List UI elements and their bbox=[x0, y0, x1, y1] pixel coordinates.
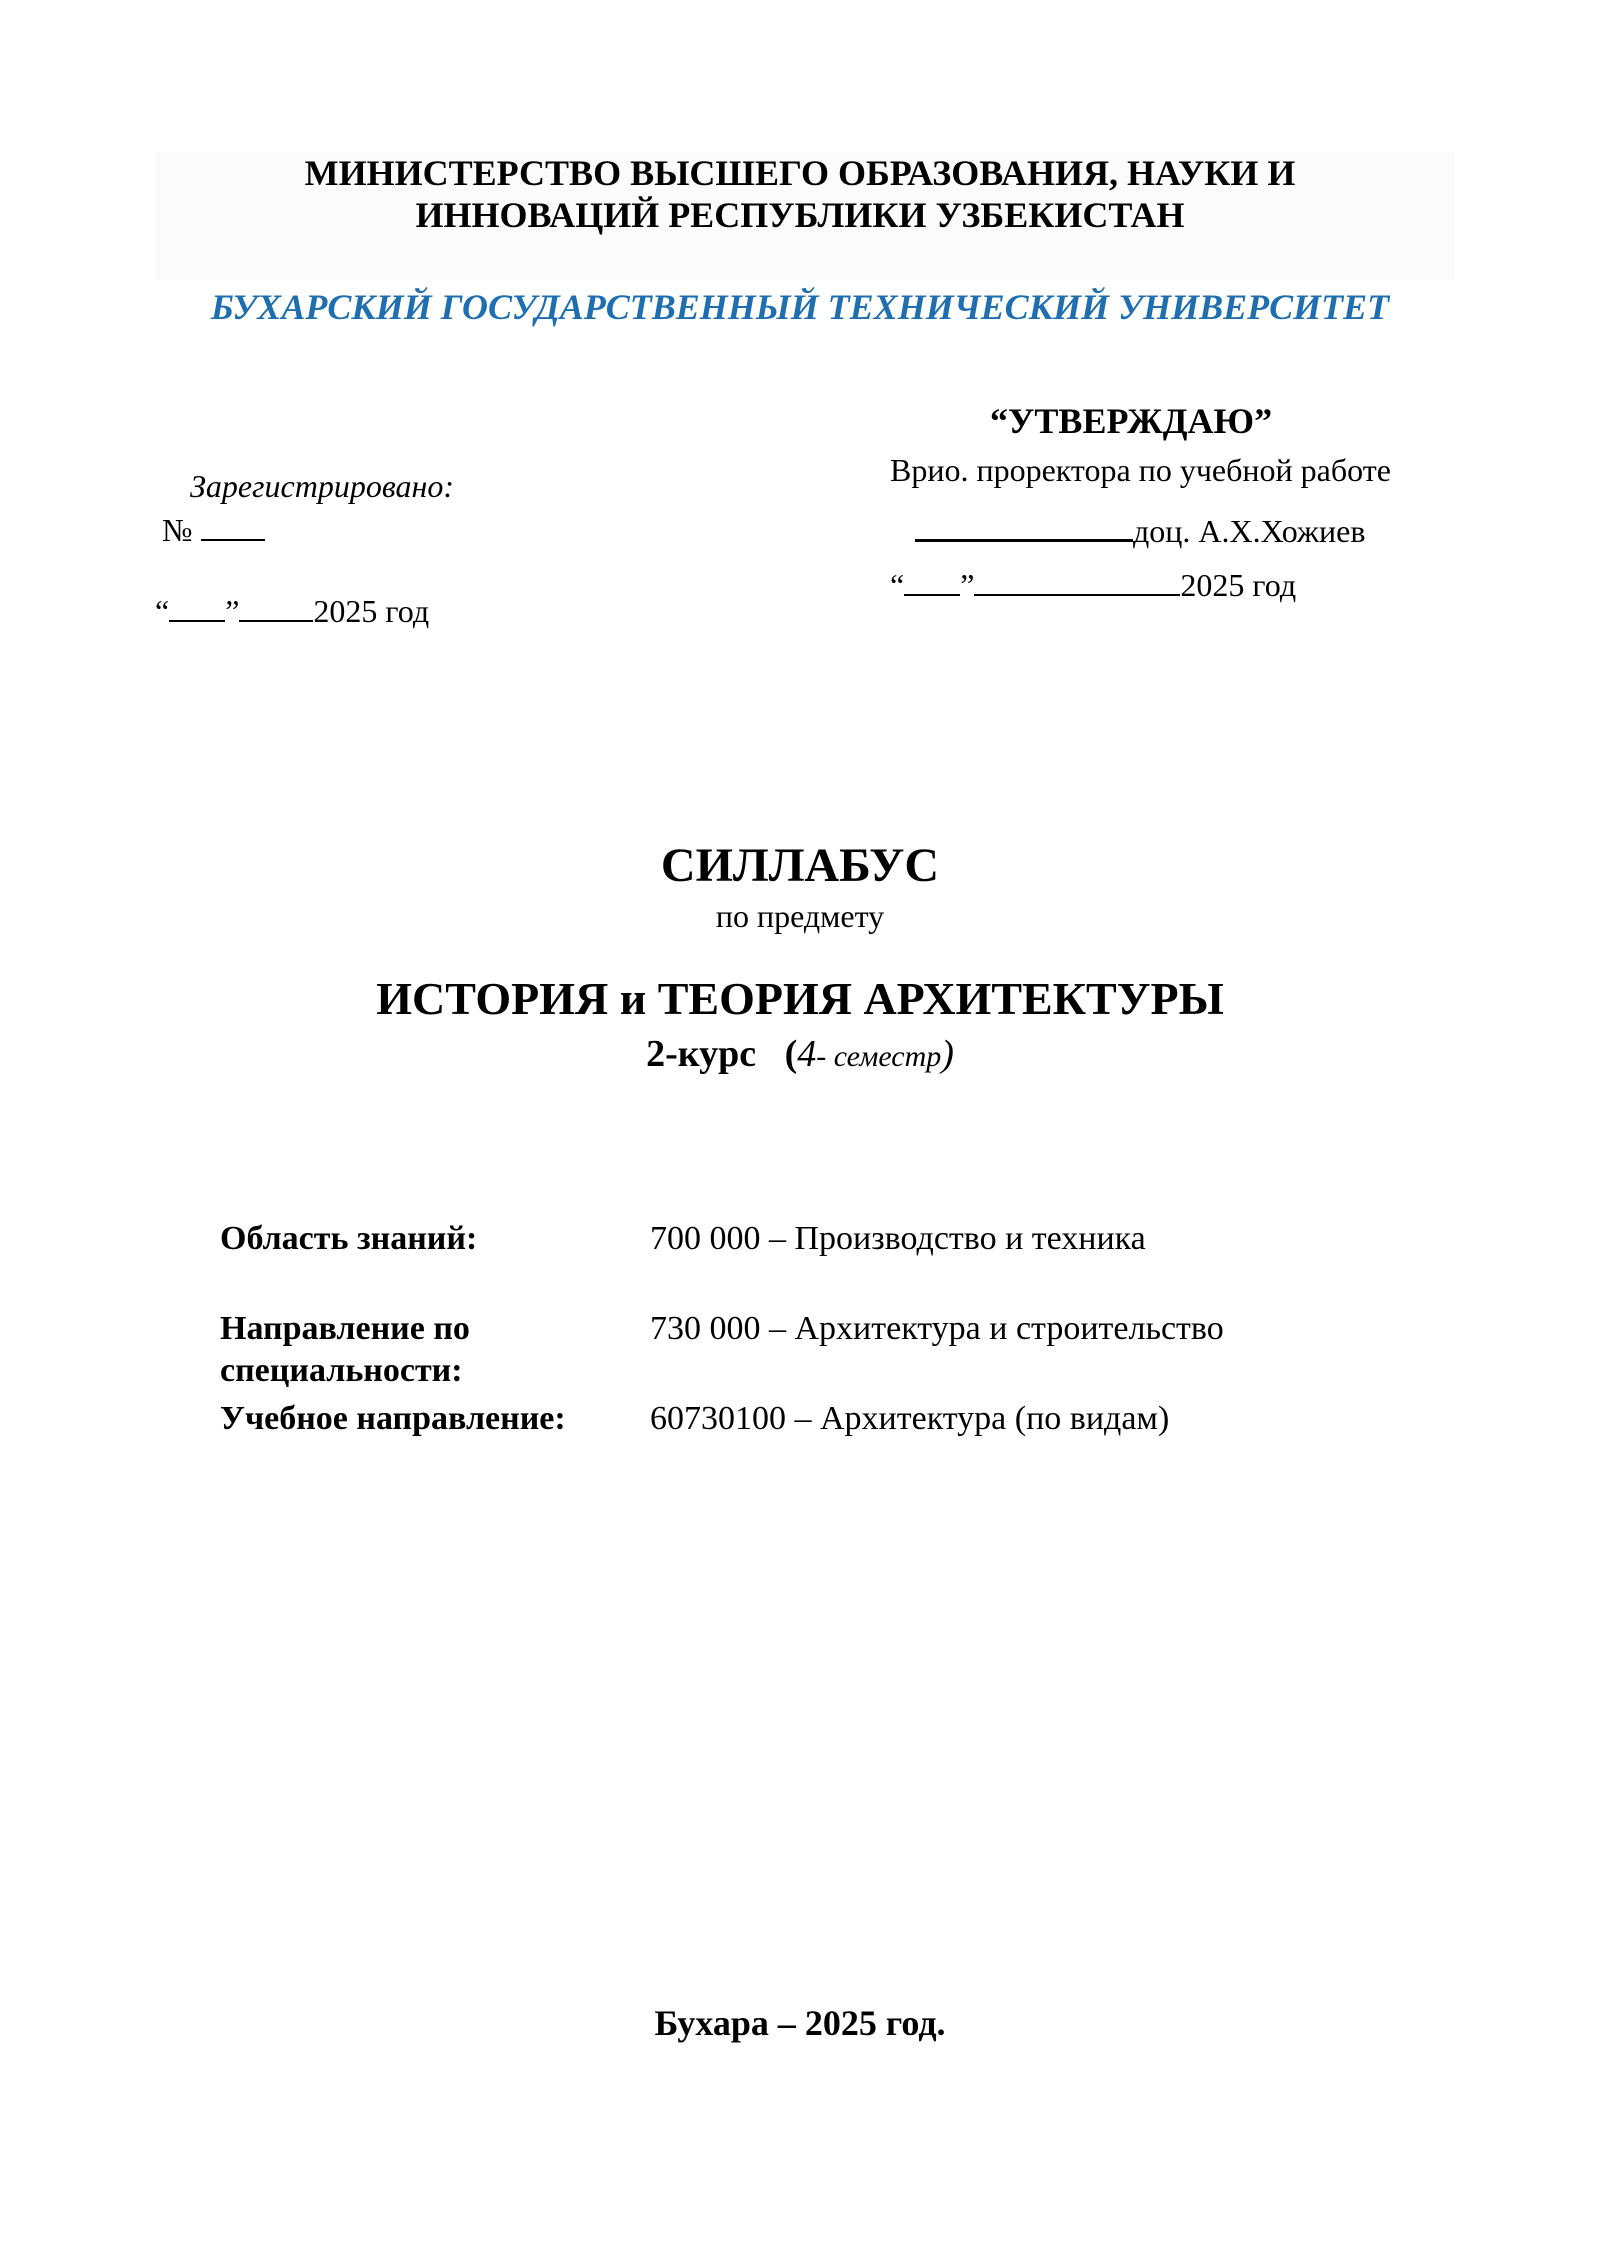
approval-signer: доц. А.Х.Хожиев bbox=[1133, 513, 1366, 549]
info-value-education: 60730100 – Архитектура (по видам) bbox=[650, 1400, 1170, 1437]
course-line: 2-курс (4- семестр) bbox=[646, 1033, 954, 1075]
subject-title: ИСТОРИЯ и ТЕОРИЯ АРХИТЕКТУРЫ bbox=[376, 973, 1224, 1024]
approval-signature bbox=[915, 512, 1365, 550]
quote-close: ” bbox=[225, 593, 240, 629]
info-label-field bbox=[220, 1218, 477, 1260]
course-label: 2-курс bbox=[646, 1033, 757, 1075]
ministry-line-2: ИННОВАЦИЙ РЕСПУБЛИКИ УЗБЕКИСТАН bbox=[415, 195, 1185, 235]
registration-year: 2025 год bbox=[313, 593, 430, 629]
number-blank bbox=[201, 512, 265, 541]
ministry-line-1: МИНИСТЕРСТВО ВЫСШЕГО ОБРАЗОВАНИЯ, НАУКИ И bbox=[304, 153, 1296, 193]
month-blank bbox=[974, 567, 1180, 596]
info-label-line: Область знаний: bbox=[220, 1220, 478, 1257]
approval-year: 2025 год bbox=[1180, 567, 1297, 603]
quote-close: ” bbox=[960, 567, 975, 603]
signature-blank bbox=[915, 512, 1133, 542]
info-label-direction bbox=[220, 1308, 470, 1392]
approval-title: “УТВЕРЖДАЮ” bbox=[990, 401, 1273, 441]
registration-date bbox=[155, 593, 429, 630]
university-name: БУХАРСКИЙ ГОСУДАРСТВЕННЫЙ ТЕХНИЧЕСКИЙ УНИВЕРСИТЕТ bbox=[210, 287, 1390, 327]
day-blank bbox=[169, 593, 225, 622]
quote-open: “ bbox=[890, 567, 905, 603]
registration-number bbox=[162, 512, 265, 549]
quote-open: “ bbox=[155, 593, 170, 629]
registration-label: Зарегистрировано: bbox=[190, 468, 455, 504]
footer-city-year: Бухара – 2025 год. bbox=[654, 2003, 946, 2043]
approval-position: Врио. проректора по учебной работе bbox=[890, 452, 1391, 488]
approval-date bbox=[890, 567, 1296, 604]
ministry-name bbox=[0, 152, 1600, 236]
syllabus-title: СИЛЛАБУС bbox=[660, 839, 940, 892]
semester-number: 4 bbox=[797, 1033, 817, 1075]
month-blank bbox=[239, 593, 313, 622]
info-value-field: 700 000 – Производство и техника bbox=[650, 1220, 1146, 1257]
info-label-line: специальности: bbox=[220, 1352, 463, 1389]
info-label-line: Направление по bbox=[220, 1310, 470, 1347]
info-label-line: Учебное направление: bbox=[220, 1400, 566, 1437]
day-blank bbox=[904, 567, 960, 596]
semester-word: - семестр bbox=[816, 1040, 942, 1073]
info-label-education bbox=[220, 1398, 566, 1440]
info-value-direction: 730 000 – Архитектура и строительство bbox=[650, 1310, 1224, 1347]
number-sign: № bbox=[162, 512, 193, 548]
syllabus-subtitle: по предмету bbox=[715, 898, 885, 934]
